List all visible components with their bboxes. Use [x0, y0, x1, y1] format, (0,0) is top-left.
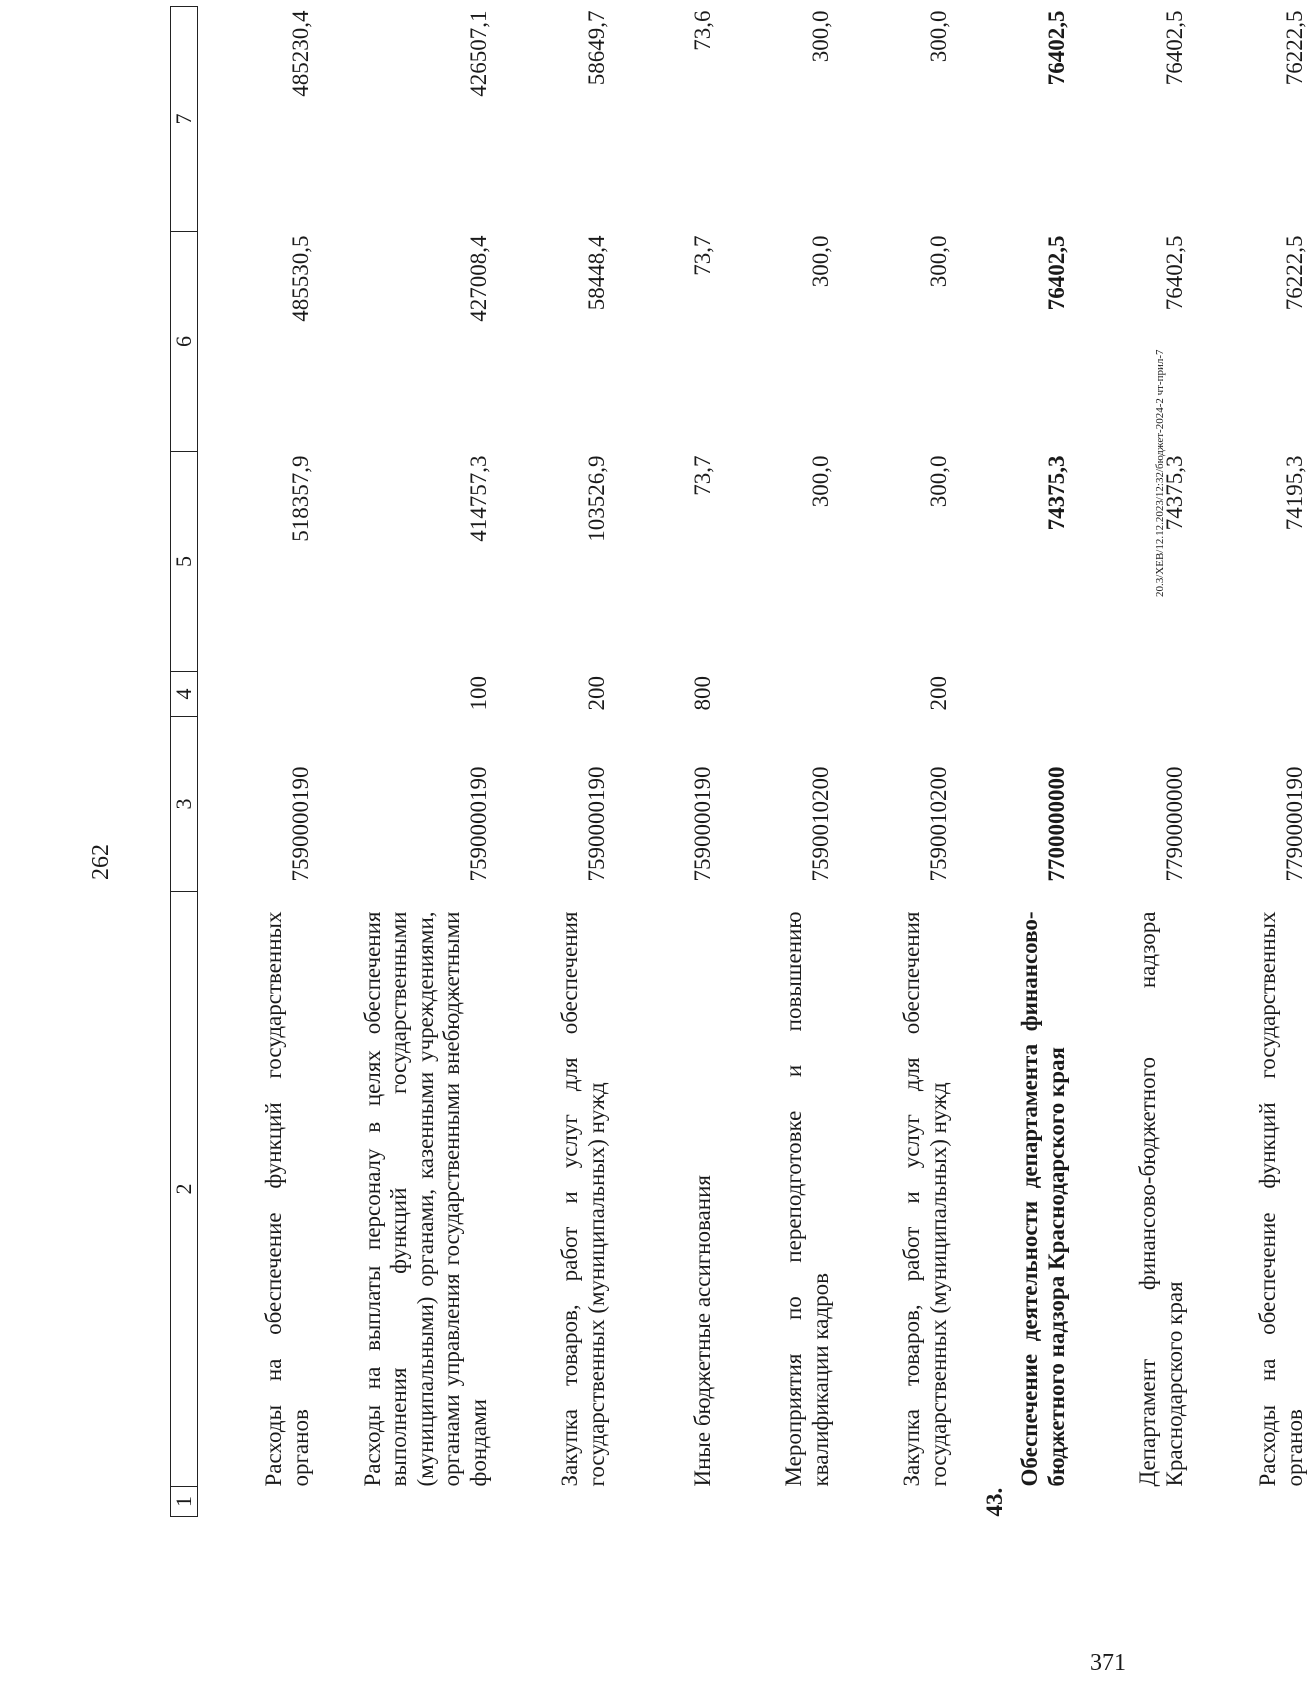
- row-expense-type: [1070, 672, 1188, 717]
- row-index: [716, 1487, 834, 1517]
- row-amount-col6: 300,0: [925, 235, 951, 288]
- column-header-7: 7: [171, 7, 198, 232]
- row-index: [834, 1487, 952, 1517]
- column-header-3: 3: [171, 717, 198, 892]
- row-amount-col5: 300,0: [925, 455, 951, 508]
- row-target-code: 7590000190: [583, 766, 609, 882]
- row-target-code: 7700000000: [1043, 766, 1069, 882]
- row-description: Иные бюджетные ассигнования: [689, 1175, 715, 1487]
- row-expense-type: 100: [465, 676, 491, 711]
- table-row: [492, 7, 610, 1517]
- row-amount-col6: 58448,4: [583, 235, 609, 311]
- row-target-code: 7590000190: [689, 766, 715, 882]
- row-target-code: 7590010200: [925, 766, 951, 882]
- row-amount-col7: 58649,7: [583, 10, 609, 86]
- row-description: Расходы на обеспечение функций государственных органов: [1255, 911, 1307, 1487]
- row-amount-col5: 74195,3: [1281, 455, 1307, 531]
- row-amount-col7: 300,0: [925, 10, 951, 63]
- row-amount-col7: 76402,5: [1161, 10, 1187, 86]
- row-expense-type: 200: [583, 676, 609, 711]
- row-amount-col5: 73,7: [689, 455, 715, 496]
- row-amount-col6: 76222,5: [1281, 235, 1307, 311]
- row-target-code: 7590000190: [287, 766, 313, 882]
- row-target-code: 7590010200: [807, 766, 833, 882]
- row-amount-col7: 485230,4: [287, 10, 313, 97]
- row-expense-type: 800: [689, 676, 715, 711]
- table-row: [198, 7, 315, 1517]
- row-expense-type: [198, 672, 315, 717]
- row-description: Обеспечение деятельности департамента финансово-бюджетного надзора Краснодарского края: [1017, 911, 1069, 1487]
- row-target-code: 7790000190: [1281, 766, 1307, 882]
- row-amount-col5: 300,0: [807, 455, 833, 508]
- table-row: [1070, 7, 1188, 1517]
- row-amount-col7: 300,0: [807, 10, 833, 63]
- row-amount-col7: 76402,5: [1043, 10, 1069, 86]
- row-amount-col5: 518357,9: [287, 455, 313, 542]
- row-amount-col6: 76402,5: [1043, 235, 1069, 311]
- table-header-row: [171, 7, 198, 1517]
- row-index: [492, 1487, 610, 1517]
- row-index: [1188, 1487, 1308, 1517]
- row-amount-col6: 300,0: [807, 235, 833, 288]
- row-description: Департамент финансово-бюджетного надзора Краснодарского края: [1135, 911, 1187, 1487]
- bottom-page-number: 371: [1090, 1650, 1126, 1676]
- table-row: [716, 7, 834, 1517]
- row-description: Расходы на выплаты персоналу в целях обеспечения выполнения функций государственными (муниципальными) органами, казенными учреждениями, органами управления государственными внебюджетными фондами: [359, 911, 491, 1487]
- row-description: Закупка товаров, работ и услуг для обеспечения государственных (муниципальных) нужд: [557, 911, 609, 1487]
- table-row-section-43: [952, 7, 1070, 1517]
- table-row: [1188, 7, 1308, 1517]
- column-header-2: 2: [171, 892, 198, 1487]
- column-header-4: 4: [171, 672, 198, 717]
- column-header-6: 6: [171, 232, 198, 452]
- row-amount-col5: 74375,3: [1043, 455, 1069, 531]
- row-amount-col6: 485530,5: [287, 235, 313, 322]
- row-amount-col7: 426507,1: [465, 10, 491, 97]
- row-target-code: 7590000190: [465, 766, 491, 882]
- row-target-code: 7790000000: [1161, 766, 1187, 882]
- row-expense-type: 200: [925, 676, 951, 711]
- table-row: [610, 7, 716, 1517]
- column-header-1: 1: [171, 1487, 198, 1517]
- row-amount-col6: 76402,5: [1161, 235, 1187, 311]
- table-row: [834, 7, 952, 1517]
- row-index: [314, 1487, 492, 1517]
- row-amount-col6: 73,7: [689, 235, 715, 276]
- row-amount-col6: 427008,4: [465, 235, 491, 322]
- row-expense-type: [1188, 672, 1308, 717]
- row-description: Расходы на обеспечение функций государственных органов: [261, 911, 313, 1487]
- column-header-5: 5: [171, 452, 198, 672]
- document-code-stamp: 20.3/ХЕВ/12.12.2023/12:32/бюджет-2024-2 чт-прил-7: [1154, 349, 1166, 597]
- table-row: [314, 7, 492, 1517]
- row-index: [610, 1487, 716, 1517]
- header-page-number: 262: [88, 844, 114, 880]
- row-amount-col7: 73,6: [689, 10, 715, 51]
- row-index: [198, 1487, 315, 1517]
- row-description: Закупка товаров, работ и услуг для обеспечения государственных (муниципальных) нужд: [899, 911, 951, 1487]
- row-description: Мероприятия по переподготовке и повышению квалификации кадров: [781, 911, 833, 1487]
- row-index: 43.: [982, 1487, 1007, 1517]
- row-amount-col5: 103526,9: [583, 455, 609, 542]
- row-amount-col5: 414757,3: [465, 455, 491, 542]
- row-index: [1070, 1487, 1188, 1517]
- row-amount-col7: 76222,5: [1281, 10, 1307, 86]
- row-expense-type: [952, 672, 1070, 717]
- row-expense-type: [716, 672, 834, 717]
- row-amount-col5: 74375,3: [1161, 455, 1187, 531]
- budget-table: [170, 6, 1308, 1517]
